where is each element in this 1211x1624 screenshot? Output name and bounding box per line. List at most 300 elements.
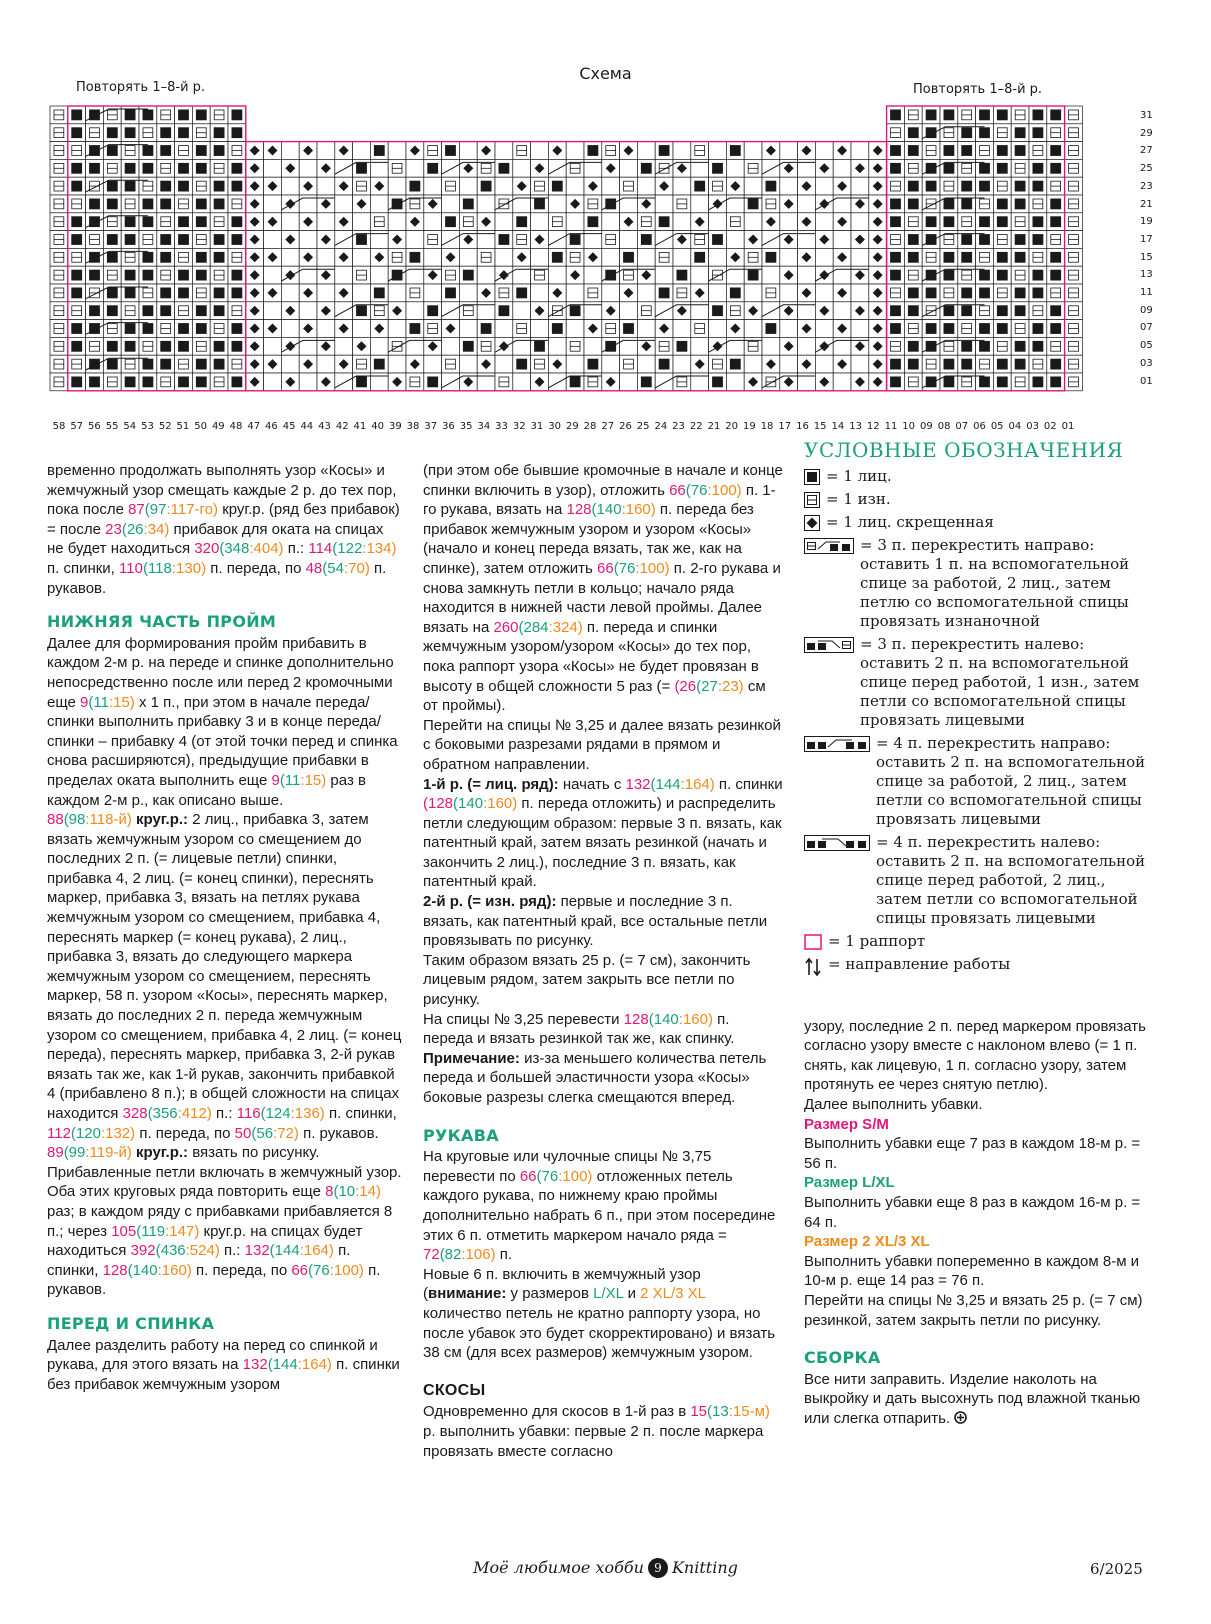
- column-number: 11: [884, 421, 898, 432]
- chart-cell: [531, 213, 549, 231]
- chart-cell: [388, 142, 406, 160]
- chart-cell: [548, 159, 566, 177]
- chart-cell: [637, 177, 655, 195]
- column-numbers: [0, 421, 1211, 435]
- knit-mark: [1033, 270, 1044, 281]
- knit-mark: [605, 270, 616, 281]
- size-value: :160): [483, 795, 518, 813]
- column-number: 01: [1061, 421, 1075, 432]
- chart-cell: [655, 195, 673, 213]
- paragraph: [47, 1182, 403, 1300]
- knit-mark: [374, 359, 385, 370]
- knit-mark: [766, 181, 777, 192]
- knit-mark: [730, 359, 741, 370]
- chart-cell: [264, 266, 282, 284]
- chart-cell: [388, 213, 406, 231]
- knit-mark: [908, 359, 919, 370]
- knit-stitch-icon: [804, 469, 820, 485]
- knit-mark: [214, 341, 225, 352]
- knit-mark: [748, 270, 759, 281]
- text: п. спинки без прибавок жемчужным узором: [47, 1356, 400, 1393]
- knit-mark: [890, 323, 901, 334]
- knit-mark: [410, 252, 421, 263]
- text: и: [623, 1285, 641, 1303]
- column-number: 08: [937, 421, 951, 432]
- chart-cell: [744, 213, 762, 231]
- chart-cell: [388, 177, 406, 195]
- knit-mark: [961, 127, 972, 138]
- text-column-3: [804, 438, 1154, 1428]
- knit-mark: [214, 252, 225, 263]
- knit-mark: [445, 216, 456, 227]
- knit-mark: [196, 305, 207, 316]
- chart-cell: [673, 213, 691, 231]
- row-number: 27: [1140, 145, 1153, 157]
- knit-mark: [392, 270, 403, 281]
- legend-item-repeat: [804, 932, 1154, 951]
- knit-mark: [107, 199, 118, 210]
- brand-text: Knitting: [671, 1558, 738, 1577]
- knit-mark: [143, 199, 154, 210]
- text: количество петель не кратно раппорту узора, но после убавок это будет скорректировано) и вязать 38 см (для всех размеров) жемчужным узором.: [423, 1304, 776, 1362]
- knit-mark: [143, 359, 154, 370]
- size-value: (82: [439, 1246, 462, 1264]
- chart-cell: [851, 177, 869, 195]
- size-heading-lxl: Размер L/XL: [804, 1174, 895, 1192]
- chart-cell: [780, 320, 798, 338]
- chart-cell: [637, 142, 655, 160]
- knit-mark: [1050, 305, 1061, 316]
- text: раз в каждом 2-м р., как описано выше.: [47, 771, 366, 809]
- size-value: (128: [423, 795, 454, 813]
- knit-mark: [196, 163, 207, 174]
- knit-mark: [908, 252, 919, 263]
- column-number: 21: [707, 421, 721, 432]
- text: п.: [495, 1246, 513, 1264]
- knit-mark: [570, 377, 581, 388]
- paragraph: Выполнить убавки еще 7 раз в каждом 18-м р. = 56 п.: [804, 1135, 1141, 1172]
- size-value: 8: [325, 1183, 334, 1201]
- chart-cell: [566, 177, 584, 195]
- size-value: :100): [558, 1167, 593, 1185]
- chart-cell: [602, 213, 620, 231]
- paragraph: узору, последние 2 п. перед маркером провязать согласно узору вместе с наклоном влево (= 1 п. снять, как лицевую, 1 п. согласно узору, затем протянуть ее через снятую петлю).: [804, 1017, 1146, 1094]
- knit-mark: [944, 145, 955, 156]
- knit-mark: [178, 341, 189, 352]
- legend-text: = 3 п. перекрестить налево: оставить 2 п. на вспомогательной спице перед работой, 1 изн., затем петли со вспомогательной спицы провязать лицевыми: [860, 634, 1140, 729]
- knit-mark: [232, 270, 243, 281]
- legend-text: = 4 п. перекрестить налево: оставить 2 п. на вспомогательной спице перед работой, 2 лиц., затем петли со вспомогательной спицы провязать лицевыми: [876, 832, 1146, 927]
- chart-cell: [299, 302, 317, 320]
- size-heading-sm: Размер S/M: [804, 1115, 889, 1133]
- size-value: 128: [566, 501, 592, 519]
- text: п. спинки,: [47, 1242, 351, 1279]
- knit-mark: [89, 199, 100, 210]
- paragraph: [423, 1010, 783, 1049]
- legend-title: УСЛОВНЫЕ ОБОЗНАЧЕНИЯ: [804, 438, 1124, 462]
- knit-mark: [1015, 288, 1026, 299]
- column-number: 14: [831, 421, 845, 432]
- size-value: :14): [355, 1183, 381, 1201]
- row-number: 19: [1140, 216, 1153, 228]
- knit-mark: [107, 145, 118, 156]
- text: прибавок для оката на спицах не будет находиться: [47, 520, 384, 558]
- knit-mark: [979, 163, 990, 174]
- column-number: 49: [211, 421, 225, 432]
- chart-cell: [424, 284, 442, 302]
- end-mark-icon: [954, 1411, 967, 1424]
- chart-cell: [370, 195, 388, 213]
- size-value: :136): [290, 1105, 325, 1122]
- cross-3-left-icon: [804, 637, 854, 653]
- chart-cell: [317, 320, 335, 338]
- legend-text: = 3 п. перекрестить направо: оставить 1 п. на вспомогательной спице за работой, 2 лиц., затем петлю со вспомогательной спицы провязать изнаночной: [860, 535, 1130, 630]
- knit-mark: [232, 377, 243, 388]
- column-number: 33: [495, 421, 508, 432]
- chart-cell: [655, 231, 673, 249]
- size-value: (27: [696, 677, 718, 695]
- row-number: 09: [1140, 304, 1153, 316]
- knit-mark: [178, 110, 189, 121]
- column-number: 45: [282, 421, 296, 432]
- chart-cell: [566, 320, 584, 338]
- knit-mark: [125, 323, 136, 334]
- knit-mark: [516, 359, 527, 370]
- size-value: (56: [251, 1124, 274, 1142]
- knit-mark: [214, 127, 225, 138]
- chart-cell: [299, 373, 317, 391]
- size-value: (99: [63, 1144, 86, 1162]
- knit-mark: [1050, 359, 1061, 370]
- size-value: :117-го): [166, 501, 219, 519]
- knit-mark: [588, 145, 599, 156]
- chart-cell: [442, 159, 460, 177]
- knit-mark: [979, 234, 990, 245]
- knit-mark: [125, 288, 136, 299]
- chart-cell: [353, 248, 371, 266]
- knit-mark: [890, 305, 901, 316]
- knit-mark: [71, 288, 82, 299]
- chart-cell: [264, 195, 282, 213]
- text: п. рукавов.: [298, 1124, 379, 1142]
- chart-cell: [317, 213, 335, 231]
- knit-mark: [748, 199, 759, 210]
- column-number: 06: [973, 421, 986, 432]
- chart-cell: [726, 373, 744, 391]
- row-number: 15: [1140, 251, 1153, 263]
- knit-mark: [961, 359, 972, 370]
- knit-mark: [214, 305, 225, 316]
- size-value: (76: [613, 559, 636, 577]
- column-number: 36: [442, 421, 455, 432]
- knit-mark: [1050, 252, 1061, 263]
- knit-mark: [997, 145, 1008, 156]
- text: из-за меньшего количества петель переда и большей эластичности узора «Косы» боковые разрезы слегка смещаются вперед.: [423, 1049, 767, 1106]
- row-number: 29: [1140, 127, 1153, 139]
- column-number: 48: [229, 421, 243, 432]
- chart-cell: [798, 337, 816, 355]
- cross-4-right-icon: [804, 736, 870, 752]
- knit-mark: [997, 377, 1008, 388]
- chart-cell: [833, 302, 851, 320]
- size-value: (11: [88, 693, 109, 711]
- knit-mark: [890, 252, 901, 263]
- size-value: (356: [147, 1105, 178, 1122]
- knit-mark: [143, 145, 154, 156]
- knit-mark: [214, 359, 225, 370]
- knit-mark: [890, 270, 901, 281]
- knit-mark: [979, 323, 990, 334]
- text: п.:: [219, 1242, 245, 1260]
- knit-mark: [1033, 234, 1044, 245]
- chart-cell: [370, 266, 388, 284]
- knit-mark: [908, 305, 919, 316]
- knit-mark: [1015, 199, 1026, 210]
- knit-mark: [926, 288, 937, 299]
- size-value: :160): [678, 1010, 713, 1028]
- knit-mark: [374, 145, 385, 156]
- knit-mark: [997, 305, 1008, 316]
- column-number: 44: [300, 421, 314, 432]
- knit-mark: [712, 305, 723, 316]
- column-number: 15: [813, 421, 827, 432]
- chart-cell: [353, 320, 371, 338]
- paragraph: Перейти на спицы № 3,25 и далее вязать резинкой с боковыми разрезами рядами в прямом и обратном направлении.: [423, 716, 781, 773]
- knit-mark: [107, 234, 118, 245]
- column-number: 37: [424, 421, 438, 432]
- cross-3-right-icon: [804, 538, 854, 554]
- legend-text: = 4 п. перекрестить направо: оставить 2 п. на вспомогательной спице за работой, 2 лиц., затем петли со вспомогательной спицы провязать лицевыми: [876, 733, 1146, 828]
- chart-cell: [851, 284, 869, 302]
- chart-cell: [780, 355, 798, 373]
- knit-mark: [944, 199, 955, 210]
- column-number: 10: [902, 421, 916, 432]
- text: Одновременно для скосов в 1-й раз в: [423, 1403, 691, 1421]
- size-value: 66: [597, 559, 614, 577]
- knit-mark: [160, 127, 171, 138]
- knit-mark: [71, 216, 82, 227]
- knit-mark: [392, 199, 403, 210]
- chart-cell: [299, 231, 317, 249]
- column-number: 28: [583, 421, 597, 432]
- column-number: 55: [105, 421, 119, 432]
- knit-mark: [730, 145, 741, 156]
- size-value: (118: [142, 559, 172, 577]
- size-value: 328: [122, 1105, 148, 1122]
- knit-mark: [178, 323, 189, 334]
- text: круг.р. на спицах будет находиться: [47, 1222, 363, 1260]
- knit-mark: [605, 341, 616, 352]
- knit-mark: [979, 127, 990, 138]
- knit-mark: [908, 181, 919, 192]
- chart-cell: [709, 284, 727, 302]
- repeat-label-left: Повторять 1–8-й р.: [76, 80, 206, 95]
- knit-mark: [196, 252, 207, 263]
- knit-mark: [232, 127, 243, 138]
- text: начать с: [558, 775, 626, 793]
- size-value: (26: [674, 677, 697, 695]
- size-value: :164): [680, 775, 715, 793]
- knit-mark: [1033, 181, 1044, 192]
- chart-cell: [495, 320, 513, 338]
- repeat-box-icon: [804, 934, 822, 950]
- column-number: 13: [849, 421, 862, 432]
- size-value: :164): [297, 1356, 332, 1374]
- chart-cell: [566, 142, 584, 160]
- knit-mark: [196, 377, 207, 388]
- knit-mark: [178, 234, 189, 245]
- column-number: 40: [371, 421, 384, 432]
- chart-cell: [673, 142, 691, 160]
- knit-mark: [160, 234, 171, 245]
- knit-mark: [143, 216, 154, 227]
- column-number: 17: [778, 421, 792, 432]
- knit-mark: [71, 163, 82, 174]
- chart-cell: [442, 373, 460, 391]
- size-value: :160): [157, 1261, 192, 1279]
- chart-cell: [459, 248, 477, 266]
- column-number: 46: [265, 421, 278, 432]
- row-number: 05: [1140, 340, 1153, 352]
- chart-cell: [495, 248, 513, 266]
- size-value: :15): [300, 771, 327, 789]
- knit-mark: [89, 377, 100, 388]
- paragraph: [423, 1147, 783, 1265]
- text: На круговые или чулочные спицы № 3,75 перевести по: [423, 1148, 712, 1185]
- chart-cell: [602, 284, 620, 302]
- knit-mark: [1015, 305, 1026, 316]
- size-value: :70): [343, 559, 370, 577]
- text: п. спинки,: [324, 1105, 397, 1122]
- knit-mark: [143, 252, 154, 263]
- bold-text: 1-й р. (= лиц. ряд):: [423, 775, 559, 793]
- size-value: 132: [244, 1242, 270, 1260]
- row-number: 11: [1140, 287, 1153, 298]
- chart-cell: [495, 355, 513, 373]
- knit-mark: [196, 199, 207, 210]
- paragraph: [423, 1402, 783, 1461]
- chart-cell: [335, 266, 353, 284]
- chart-cell: [477, 195, 495, 213]
- chart-cell: [637, 355, 655, 373]
- knit-mark: [944, 270, 955, 281]
- knitting-chart: [44, 104, 1096, 396]
- legend-item-knit: [804, 467, 1154, 486]
- knit-mark: [997, 199, 1008, 210]
- size-value: (54: [322, 559, 344, 577]
- knit-mark: [160, 288, 171, 299]
- paragraph: [47, 634, 403, 810]
- footer-brand: [0, 1558, 1211, 1578]
- knit-mark: [107, 341, 118, 352]
- paragraph: Выполнить убавки попеременно в каждом 8-м и 10-м р. еще 14 раз = 76 п.: [804, 1252, 1140, 1290]
- size-value: (76: [685, 481, 708, 499]
- row-number: 21: [1140, 198, 1153, 210]
- size-value: 2 XL/3 XL: [640, 1285, 706, 1303]
- knit-mark: [143, 110, 154, 121]
- chart-cell: [424, 355, 442, 373]
- size-value: 260: [493, 618, 519, 636]
- knit-mark: [979, 270, 990, 281]
- knit-mark: [944, 305, 955, 316]
- knit-mark: [570, 234, 581, 245]
- section-heading: РУКАВА: [423, 1125, 499, 1145]
- text: Далее разделить работу на перед со спинкой и рукава, для этого вязать на: [47, 1336, 378, 1374]
- size-value: :34): [143, 520, 170, 538]
- knit-mark: [997, 270, 1008, 281]
- knit-mark: [766, 323, 777, 334]
- knit-mark: [926, 110, 937, 121]
- chart-cell: [442, 195, 460, 213]
- size-value: 112: [47, 1124, 71, 1142]
- column-number: 12: [866, 421, 880, 432]
- text: Новые 6 п. включить в жемчужный узор (: [423, 1265, 701, 1303]
- row-number: 13: [1140, 269, 1153, 281]
- size-value: :134): [362, 540, 397, 558]
- chart-cell: [495, 213, 513, 231]
- knit-mark: [1015, 341, 1026, 352]
- knit-mark: [427, 305, 438, 316]
- section-heading: СКОСЫ: [423, 1381, 486, 1399]
- knit-mark: [214, 199, 225, 210]
- chart-cell: [584, 266, 602, 284]
- chart-cell: [709, 213, 727, 231]
- column-number: 58: [52, 421, 66, 432]
- chart-cell: [513, 302, 531, 320]
- purl-stitch-icon: [804, 492, 820, 508]
- row-number: 31: [1140, 110, 1153, 121]
- text: п. спинки: [714, 775, 783, 793]
- column-number: 32: [512, 421, 526, 432]
- chart-cell: [281, 213, 299, 231]
- knit-mark: [1050, 163, 1061, 174]
- knit-mark: [552, 252, 563, 263]
- chart-cell: [264, 373, 282, 391]
- size-value: (348: [219, 540, 250, 558]
- chart-cell: [798, 195, 816, 213]
- paragraph: [423, 892, 783, 951]
- size-value: (436: [155, 1242, 186, 1260]
- bold-text: круг.р.:: [131, 811, 189, 829]
- size-value: :324): [548, 618, 583, 636]
- chart-cell: [531, 248, 549, 266]
- chart-cell: [459, 284, 477, 302]
- knit-mark: [356, 305, 367, 316]
- size-value: (284: [518, 618, 549, 636]
- knit-mark: [143, 163, 154, 174]
- legend-item-cross-3-left: [804, 635, 1154, 730]
- text-column-2: [423, 461, 783, 1461]
- knit-mark: [730, 288, 741, 299]
- knit-mark: [232, 163, 243, 174]
- column-number: 41: [353, 421, 367, 432]
- knit-mark: [232, 288, 243, 299]
- issue-number: 6/2025: [1090, 1560, 1143, 1578]
- knit-mark: [463, 199, 474, 210]
- knit-mark: [410, 323, 421, 334]
- knit-mark: [125, 234, 136, 245]
- brand-number-badge: 9: [648, 1558, 668, 1578]
- paragraph: [423, 1265, 783, 1363]
- column-number: 24: [654, 421, 668, 432]
- knit-mark: [961, 181, 972, 192]
- text: раз; в каждом ряду с прибавками прибавляется 8 п.; через: [47, 1202, 393, 1240]
- knit-mark: [961, 252, 972, 263]
- chart-cell: [299, 159, 317, 177]
- knit-mark: [997, 163, 1008, 174]
- size-value: (140: [591, 501, 622, 519]
- knit-mark: [232, 323, 243, 334]
